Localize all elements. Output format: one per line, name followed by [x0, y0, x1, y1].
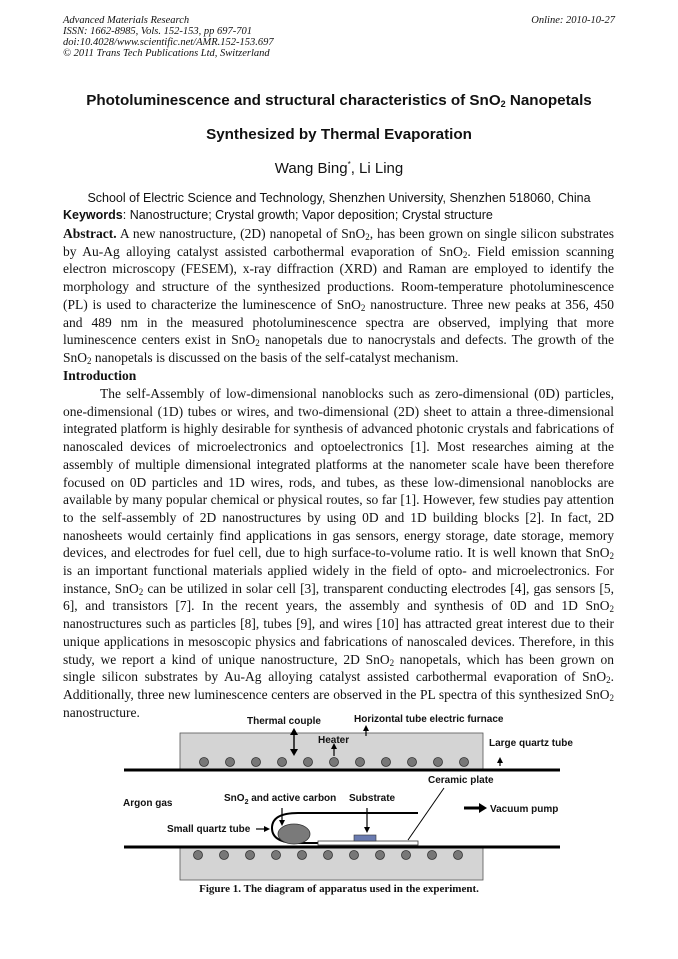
figure-caption: Figure 1. The diagram of apparatus used in the experiment. [199, 883, 479, 895]
label-large-tube: Large quartz tube [489, 738, 573, 749]
substrate [354, 835, 376, 841]
label-substrate: Substrate [349, 793, 396, 804]
small-tube-arrowhead [264, 826, 270, 832]
furnace-arrowhead [363, 725, 369, 731]
copyright-line: © 2011 Trans Tech Publications Ltd, Switzerland [63, 48, 270, 59]
paper-title-line2: Synthesized by Thermal Evaporation [206, 126, 472, 143]
label-vacuum-pump: Vacuum pump [490, 804, 559, 815]
source-material [278, 824, 310, 844]
label-thermal-couple: Thermal couple [247, 716, 321, 727]
paper-title-line1: Photoluminescence and structural characteristics of SnO$_2$ Nanopetals [86, 92, 592, 109]
introduction-paragraph: The self-Assembly of low-dimensional nanoblocks such as zero-dimensional (0D) particles, one-dimensional (1D) tubes or wires, and two-dimensional (2D) sheet to attain a three-dimensional integrated platform is highly desirable for synthesis of advanced photonic crystals and fabrications of nanoscaled devices of microelectronics and optoelectronics [1]. Most researches aiming at the assembly of multiple dimensional integrated platforms at the nanometer scale have been therefore focused on 0D particles and 1D wires, rods, and tubes, as these low-dimensional nanoblocks are available by many popular chemical or physical routes, so far [1]. However, few studies pay attention to the self-assembly of 2D nanostructures by using 0D and 1D building blocks [2]. In fact, 2D nanosheets would certainly find applications in gas sensors, energy storage, date storage, memory devices, and electrodes for fuel cell, due to high surface-to-volume ratio. It is well known that SnO$_2$ is an important functional materials applied widely in the field of opto- and microelectronics. For instance, SnO$_2$ can be utilized in solar cell [3], transparent conducting electrodes [4], gas sensors [5, 6], and transistors [7]. In the recent years, the assembly and synthesis of 0D and 1D SnO$_2$ nanostructures such as particles [8], tubes [9], and wires [10] has attracted great interest due to their unique applications in mesoscopic physics and fabrications of nanoscaled devices. Therefore, in this study, we report a kind of unique nanostructure, 2D SnO$_2$ nanopetals, which has been grown on single silicon substrates by Au-Ag alloying catalyst assisted carbothermal evaporation of SnO$_2$. Additionally, three new luminescence centers are observed in the PL spectra of this synthesized SnO$_2$ nanostructure. [63, 386, 614, 720]
label-small-tube: Small quartz tube [167, 824, 251, 835]
vacuum-arrowhead [479, 803, 487, 813]
label-source: SnO$_2$ and active carbon [224, 793, 337, 806]
section-heading-introduction: Introduction [63, 368, 137, 383]
label-argon-gas: Argon gas [123, 798, 173, 809]
issn-line: ISSN: 1662-8985, Vols. 152-153, pp 697-701 [63, 26, 252, 37]
large-tube-arrowhead [497, 757, 503, 763]
doi-line[interactable]: doi:10.4028/www.scientific.net/AMR.152-153.697 [63, 37, 274, 48]
label-heater: Heater [318, 735, 350, 746]
journal-name: Advanced Materials Research [63, 15, 190, 26]
ceramic-plate [318, 841, 418, 845]
affiliation: School of Electric Science and Technology, Shenzhen University, Shenzhen 518060, China [87, 191, 591, 205]
label-furnace: Horizontal tube electric furnace [354, 714, 504, 725]
keywords: Keywords: Nanostructure; Crystal growth; Vapor deposition; Crystal structure [63, 208, 493, 222]
abstract-paragraph: Abstract. A new nanostructure, (2D) nanopetal of SnO$_2$, has been grown on single silicon substrates by Au-Ag alloying catalyst assisted carbothermal evaporation of SnO$_2$. Field emission scanning electron microscopy (FESEM), x-ray diffraction (XRD) and Raman are employed to identify the morphology and structure of the synthesized productions. Room-temperature photoluminescence (PL) is used to characterize the luminescence of SnO$_2$ nanostructure. Three new peaks at 356, 450 and 489 nm in the measured photoluminescence spectra are observed, implying that more luminescence centers exist in SnO$_2$ nanopetals due to nanocrystals and defects. The growth of the SnO$_2$ nanopetals is discussed on the basis of the self-catalyst mechanism. [63, 226, 614, 366]
substrate-arrowhead [364, 827, 370, 833]
thermal-couple-arrowhead-up [290, 728, 298, 735]
online-date: Online: 2010-10-27 [531, 15, 615, 26]
authors: Wang Bing*, Li Ling [274, 160, 404, 177]
source-arrowhead [279, 820, 285, 826]
label-ceramic-plate: Ceramic plate [428, 775, 494, 786]
